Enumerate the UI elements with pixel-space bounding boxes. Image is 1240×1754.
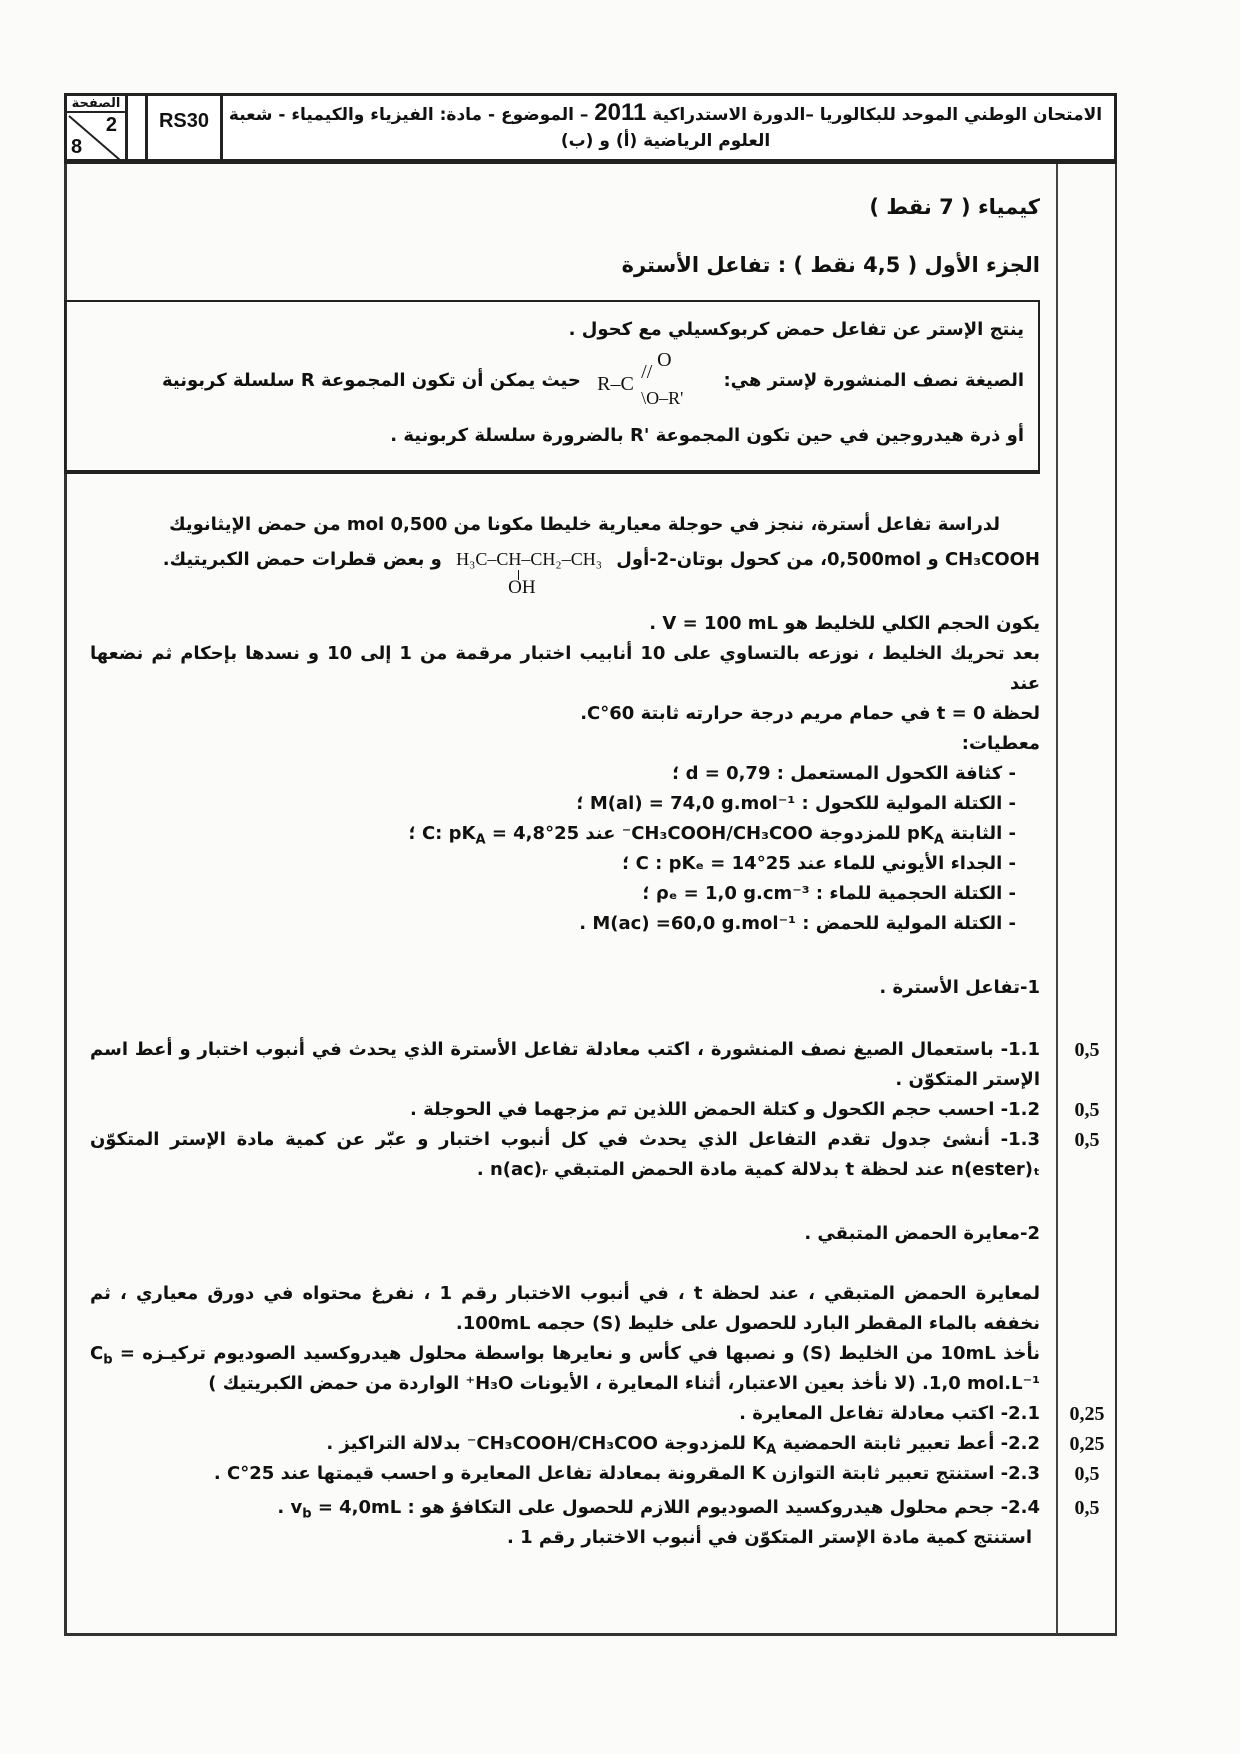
title-line2: العلوم الرياضية (أ) و (ب) xyxy=(560,131,771,151)
points-2-3: 0,5 xyxy=(1074,1463,1100,1485)
question-1-1-row xyxy=(90,1035,1100,1095)
question-1-3: 1.3- أنشئ جدول تقدم التفاعل الذي يحدث في كل أنبوب اختبار و عبّر عن كمية مادة الإستر المتكوّن n(ester)ₜ عند لحظة t بدلالة كمية مادة الحمض المتبقي n(ac)ᵣ . xyxy=(90,1129,1040,1180)
section2-title: 2-معايرة الحمض المتبقي . xyxy=(804,1223,1040,1244)
section1-title: 1-تفاعل الأسترة . xyxy=(879,977,1040,998)
exam-content xyxy=(90,190,1105,1553)
box-line2a: الصيغة نصف المنشورة لإستر هي: xyxy=(723,370,1024,391)
q2-2-a: 2.2- أعط تعبير ثابتة الحمضية K xyxy=(752,1433,1040,1454)
intro-line2 xyxy=(90,544,1040,598)
q2-2-b: للمزدوجة CH₃COOH/CH₃COO⁻ بدلالة التراكيز . xyxy=(326,1433,746,1454)
question-2-1-row xyxy=(90,1399,1105,1429)
box-line3: أو ذرة هيدروجين في حين تكون المجموعة 'R بالضرورة سلسلة كربونية . xyxy=(390,425,1024,446)
page-number-box xyxy=(67,96,128,159)
points-1-1: 0,5 xyxy=(1074,1039,1100,1061)
page-total: 8 xyxy=(71,136,83,158)
box-line2 xyxy=(80,350,1024,412)
given-molar-acid: - الكتلة المولية للحمض : M(ac) =60,0 g.mol⁻¹ . xyxy=(579,913,1016,934)
given-molar-alcohol: - الكتلة المولية للكحول : M(al) = 74,0 g.mol⁻¹ ؛ xyxy=(576,793,1016,814)
exam-year: 2011 xyxy=(594,99,647,126)
question-2-4-followup: استنتج كمية مادة الإستر المتكوّن في أنبوب الاختبار رقم 1 . xyxy=(506,1527,1032,1548)
points-2-4: 0,5 xyxy=(1074,1497,1100,1519)
points-1-3: 0,5 xyxy=(1074,1129,1100,1151)
question-1-1: 1.1- باستعمال الصيغ نصف المنشورة ، اكتب معادلة تفاعل الأسترة الذي يحدث في أنبوب اختبار و أعط اسم الإستر المتكوّن . xyxy=(90,1039,1040,1090)
given-pka-b: للمزدوجة CH₃COOH/CH₃COO⁻ عند 25°C: pK xyxy=(421,823,901,844)
volume-line: يكون الحجم الكلي للخليط هو V = 100 mL . xyxy=(649,613,1040,634)
hydroxyl-label: OH xyxy=(508,577,536,598)
intro-line5: لحظة t = 0 في حمام مريم درجة حرارته ثابتة 60°C. xyxy=(580,703,1040,724)
titration-para2 xyxy=(90,1339,1040,1399)
page-current: 2 xyxy=(105,114,117,136)
para2-a: نأخذ 10mL من الخليط (S) و نصبها في كأس و نعايرها بواسطة محلول هيدروكسيد الصوديوم تركيـزه C xyxy=(90,1343,1040,1364)
para2-b: = 1,0 mol.L⁻¹. (لا نأخذ بعين الاعتبار، أثناء المعايرة ، الأيونات H₃O⁺ الواردة من حمض الكبريتيك ) xyxy=(119,1343,1040,1394)
formula-double-bond: // xyxy=(641,361,653,383)
question-2-3: 2.3- استنتج تعبير ثابتة التوازن K المقرونة بمعادلة تفاعل المعايرة و احسب قيمتها عند 25°C . xyxy=(213,1463,1040,1484)
points-2-2: 0,25 xyxy=(1069,1433,1105,1455)
q2-4-sub: b xyxy=(302,1506,312,1522)
title-part2: – الموضوع - مادة: الفيزياء والكيمياء - شعبة xyxy=(228,105,589,125)
points-column-divider xyxy=(1056,164,1058,1634)
points-1-2: 0,5 xyxy=(1074,1099,1100,1121)
butanol-structure xyxy=(456,544,602,598)
given-pka-sub: A xyxy=(933,832,944,848)
title-part1: الامتحان الوطني الموحد للبكالوريا –الدورة الاستدراكية xyxy=(652,105,1103,125)
chemistry-title: كيمياء ( 7 نقط ) xyxy=(869,195,1040,219)
given-pka xyxy=(90,819,1040,849)
given-density: - كثافة الكحول المستعمل : d = 0,79 ؛ xyxy=(672,763,1016,784)
para2-sub: b xyxy=(103,1352,113,1368)
question-1-3-row xyxy=(90,1125,1100,1185)
question-2-1: 2.1- اكتب معادلة تفاعل المعايرة . xyxy=(739,1403,1040,1424)
question-1-2-row xyxy=(90,1095,1100,1125)
question-2-4-row xyxy=(90,1493,1100,1523)
intro-line2a: CH₃COOH و 0,500mol، من كحول بوتان-2-أول xyxy=(616,549,1040,570)
q2-4-b: = 4,0mL . xyxy=(277,1497,402,1518)
exam-header xyxy=(64,93,1117,164)
intro-line4: بعد تحريك الخليط ، نوزعه بالتساوي على 10 أنابيب اختبار مرقمة من 1 إلى 10 و نسدها بإحكام ثم نضعها عند xyxy=(90,643,1040,694)
formula-or: \O–R' xyxy=(641,388,684,408)
question-1-2: 1.2- احسب حجم الكحول و كتلة الحمض اللذين تم مزجهما في الحوجلة . xyxy=(410,1099,1040,1120)
ester-formula xyxy=(597,350,707,412)
givens-title: معطيات: xyxy=(961,733,1040,754)
intro-line2c: و بعض قطرات حمض الكبريتيك. xyxy=(162,549,442,570)
box-line2b: حيث يمكن أن تكون المجموعة R سلسلة كربونية xyxy=(161,370,581,391)
exam-title xyxy=(227,100,1104,154)
box-line1: ينتج الإستر عن تفاعل حمض كربوكسيلي مع كحول . xyxy=(568,319,1024,340)
formula-rc: R–C xyxy=(597,373,634,395)
question-2-3-row xyxy=(90,1459,1100,1489)
q2-4-a: 2.4- جحم محلول هيدروكسيد الصوديوم اللازم للحصول على التكافؤ هو : v xyxy=(290,1497,1040,1518)
question-2-2-row xyxy=(90,1429,1105,1459)
points-2-1: 0,25 xyxy=(1069,1403,1105,1425)
formula-o: O xyxy=(657,349,672,371)
given-pka-c: = 4,8 ؛ xyxy=(408,823,546,844)
given-pka-a: - الثابتة pK xyxy=(907,823,1016,844)
q2-2-sub: A xyxy=(766,1442,777,1458)
part1-title: الجزء الأول ( 4,5 نقط ) : تفاعل الأسترة xyxy=(621,253,1040,277)
given-pka-sub2: A xyxy=(475,832,486,848)
exam-code: RS30 xyxy=(145,96,223,159)
given-water-density: - الكتلة الحجمية للماء : ρₑ = 1,0 g.cm⁻³ ؛ xyxy=(642,883,1016,904)
butanol-formula: H₃C–CH–CH₂–CH₃ xyxy=(456,549,602,569)
page-label: الصفحة xyxy=(67,96,125,113)
titration-para1: لمعايرة الحمض المتبقي ، عند لحظة t ، في أنبوب الاختبار رقم 1 ، نفرغ محتواه في دورق معياري ، ثم نخففه بالماء المقطر البارد للحصول على خليط (S) حجمه 100mL. xyxy=(90,1283,1040,1334)
intro-line1: لدراسة تفاعل أسترة، ننجز في حوجلة معيارية خليطا مكونا من 0,500 mol من حمض الإيثانويك xyxy=(169,514,1000,535)
given-pke: - الجداء الأيوني للماء عند 25°C : pKₑ = 14 ؛ xyxy=(622,853,1016,874)
ester-info-box xyxy=(64,300,1040,474)
